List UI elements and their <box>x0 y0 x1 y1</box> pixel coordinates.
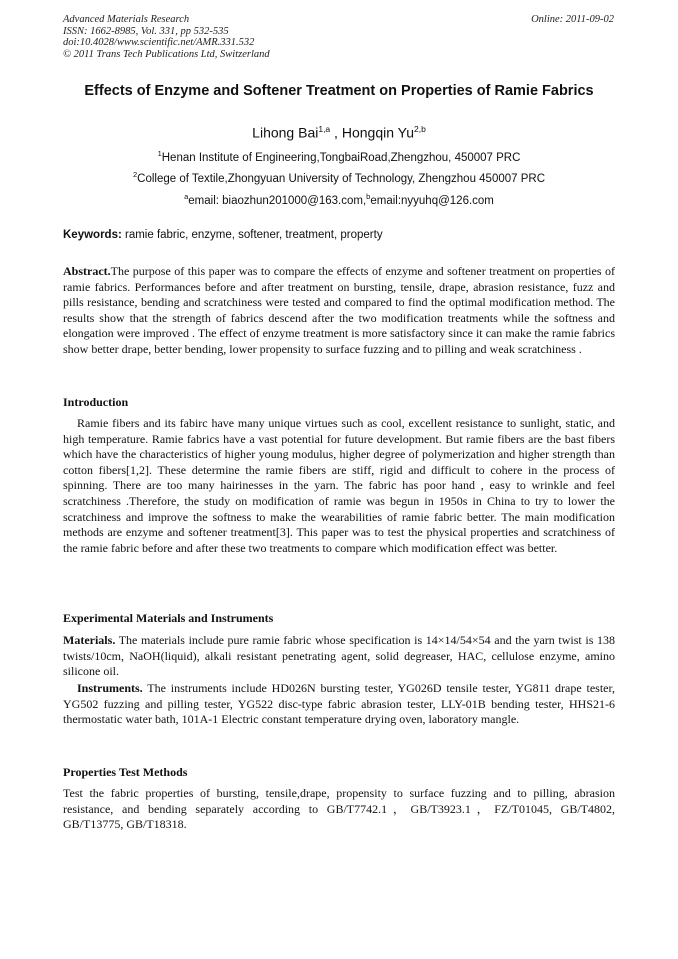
author-name: Lihong Bai <box>252 124 319 141</box>
journal-name: Advanced Materials Research <box>63 14 190 25</box>
affiliation-1 <box>63 149 615 164</box>
introduction-paragraph: Ramie fibers and its fabirc have many unique virtues such as cool, excellent resistance to sunlight, static, and high temperature. Ramie fabrics have a vast potential for future development. But ramie fibers are the bast fibers which have the characteristics of higher young modulus, higher degree of polymerization and higher strength than cotton fibers[1,2]. These determine the ramie fibers are stiff, rigid and difficult to cohere in the process of spinning. There are too many hairinesses in the yarn. The fabric has poor hand , easy to wrinkle and feel scratchiness .Therefore, the study on modification of ramie was begun in 1950s in China to try to lower the scratchiness and improve the softness to make the wearabilities of ramie fabric better. The main modification methods are enzyme and softener treatment[3]. This paper was to test the physical properties and scratchiness of the ramie fabric before and after these two treatments to compare which modification effect was better. <box>63 416 615 555</box>
abstract-text: The purpose of this paper was to compare the effects of enzyme and softener treatment on properties of ramie fabrics. Performances before and after treatment on bursting, tensile, drape, abrasion resistance, fuzz and pills resistance, bending and scratchiness were tested and compared to find the optimal modification method. The results show that the strength of fabrics descend after the two modification treatments while the softness and elongation were improved . The effect of enzyme treatment is more satisfactory since it can make the ramie fabrics show better drape, better bending, lower propensity to surface fuzzing and to pilling and weak scratchiness . <box>63 264 615 356</box>
materials-text: The materials include pure ramie fabric whose specification is 14×14/54×54 and the yarn twist is 138 twists/10cm, NaOH(liquid), alkali resistant penetrating agent, solid degreaser, HAC, cellulose enzyme, amino silicone oil. <box>63 633 615 679</box>
materials-paragraph <box>63 633 615 680</box>
materials-label: Materials. <box>63 633 116 647</box>
abstract <box>63 264 615 358</box>
author-name: Hongqin Yu <box>341 124 414 141</box>
email-b[interactable]: email:nyyuhq@126.com <box>370 194 494 207</box>
keywords <box>63 229 615 241</box>
paper-title: Effects of Enzyme and Softener Treatment on Properties of Ramie Fabrics <box>84 83 594 99</box>
email-a[interactable]: email: biaozhun201000@163.com, <box>188 194 367 207</box>
keywords-text: ramie fabric, enzyme, softener, treatment, property <box>121 229 383 241</box>
instruments-paragraph <box>63 681 615 728</box>
section-heading-properties: Properties Test Methods <box>63 765 188 779</box>
email-superscript: a <box>184 192 189 201</box>
email-superscript: b <box>366 192 371 201</box>
keywords-label: Keywords: <box>63 229 122 241</box>
email-line <box>63 192 615 207</box>
journal-header <box>63 14 270 60</box>
online-date: Online: 2011-09-02 <box>531 14 614 25</box>
doi-line[interactable]: doi:10.4028/www.scientific.net/AMR.331.532 <box>63 37 255 48</box>
section-heading-introduction: Introduction <box>63 395 129 409</box>
affiliation-text: College of Textile,Zhongyuan University of Technology, Zhengzhou 450007 PRC <box>137 172 546 185</box>
instruments-text: The instruments include HD026N bursting tester, YG026D tensile tester, YG811 drape tester, YG502 fuzzing and pilling tester, YG522 disc-type fabric abrasion tester, LLY-01B bending tester, HHS21-6 thermostatic water bath, 101A-1 Electric constant temperature drying oven, laboratory mangle. <box>63 681 615 727</box>
affiliation-2 <box>63 170 615 185</box>
affiliation-superscript: 1 <box>157 149 162 158</box>
affiliation-superscript: 2 <box>132 170 138 179</box>
issn-line: ISSN: 1662-8985, Vol. 331, pp 532-535 <box>63 25 229 37</box>
author-superscript: 2,b <box>413 124 426 134</box>
copyright-line: © 2011 Trans Tech Publications Ltd, Switzerland <box>63 48 270 60</box>
section-heading-experimental: Experimental Materials and Instruments <box>63 611 274 625</box>
properties-paragraph: Test the fabric properties of bursting, tensile,drape, propensity to surface fuzzing and to pilling, abrasion resistance, and bending separately according to GB/T7742.1，GB/T3923.1，FZ/T01045, GB/T4802, GB/T13775, GB/T18318. <box>63 786 615 832</box>
abstract-label: Abstract. <box>63 264 111 278</box>
affiliation-text: Henan Institute of Engineering,TongbaiRoad,Zhengzhou, 450007 PRC <box>161 151 521 164</box>
author-line <box>63 124 615 141</box>
instruments-label: Instruments. <box>77 681 143 695</box>
author-separator: , <box>330 124 342 141</box>
author-superscript: 1,a <box>318 124 331 134</box>
